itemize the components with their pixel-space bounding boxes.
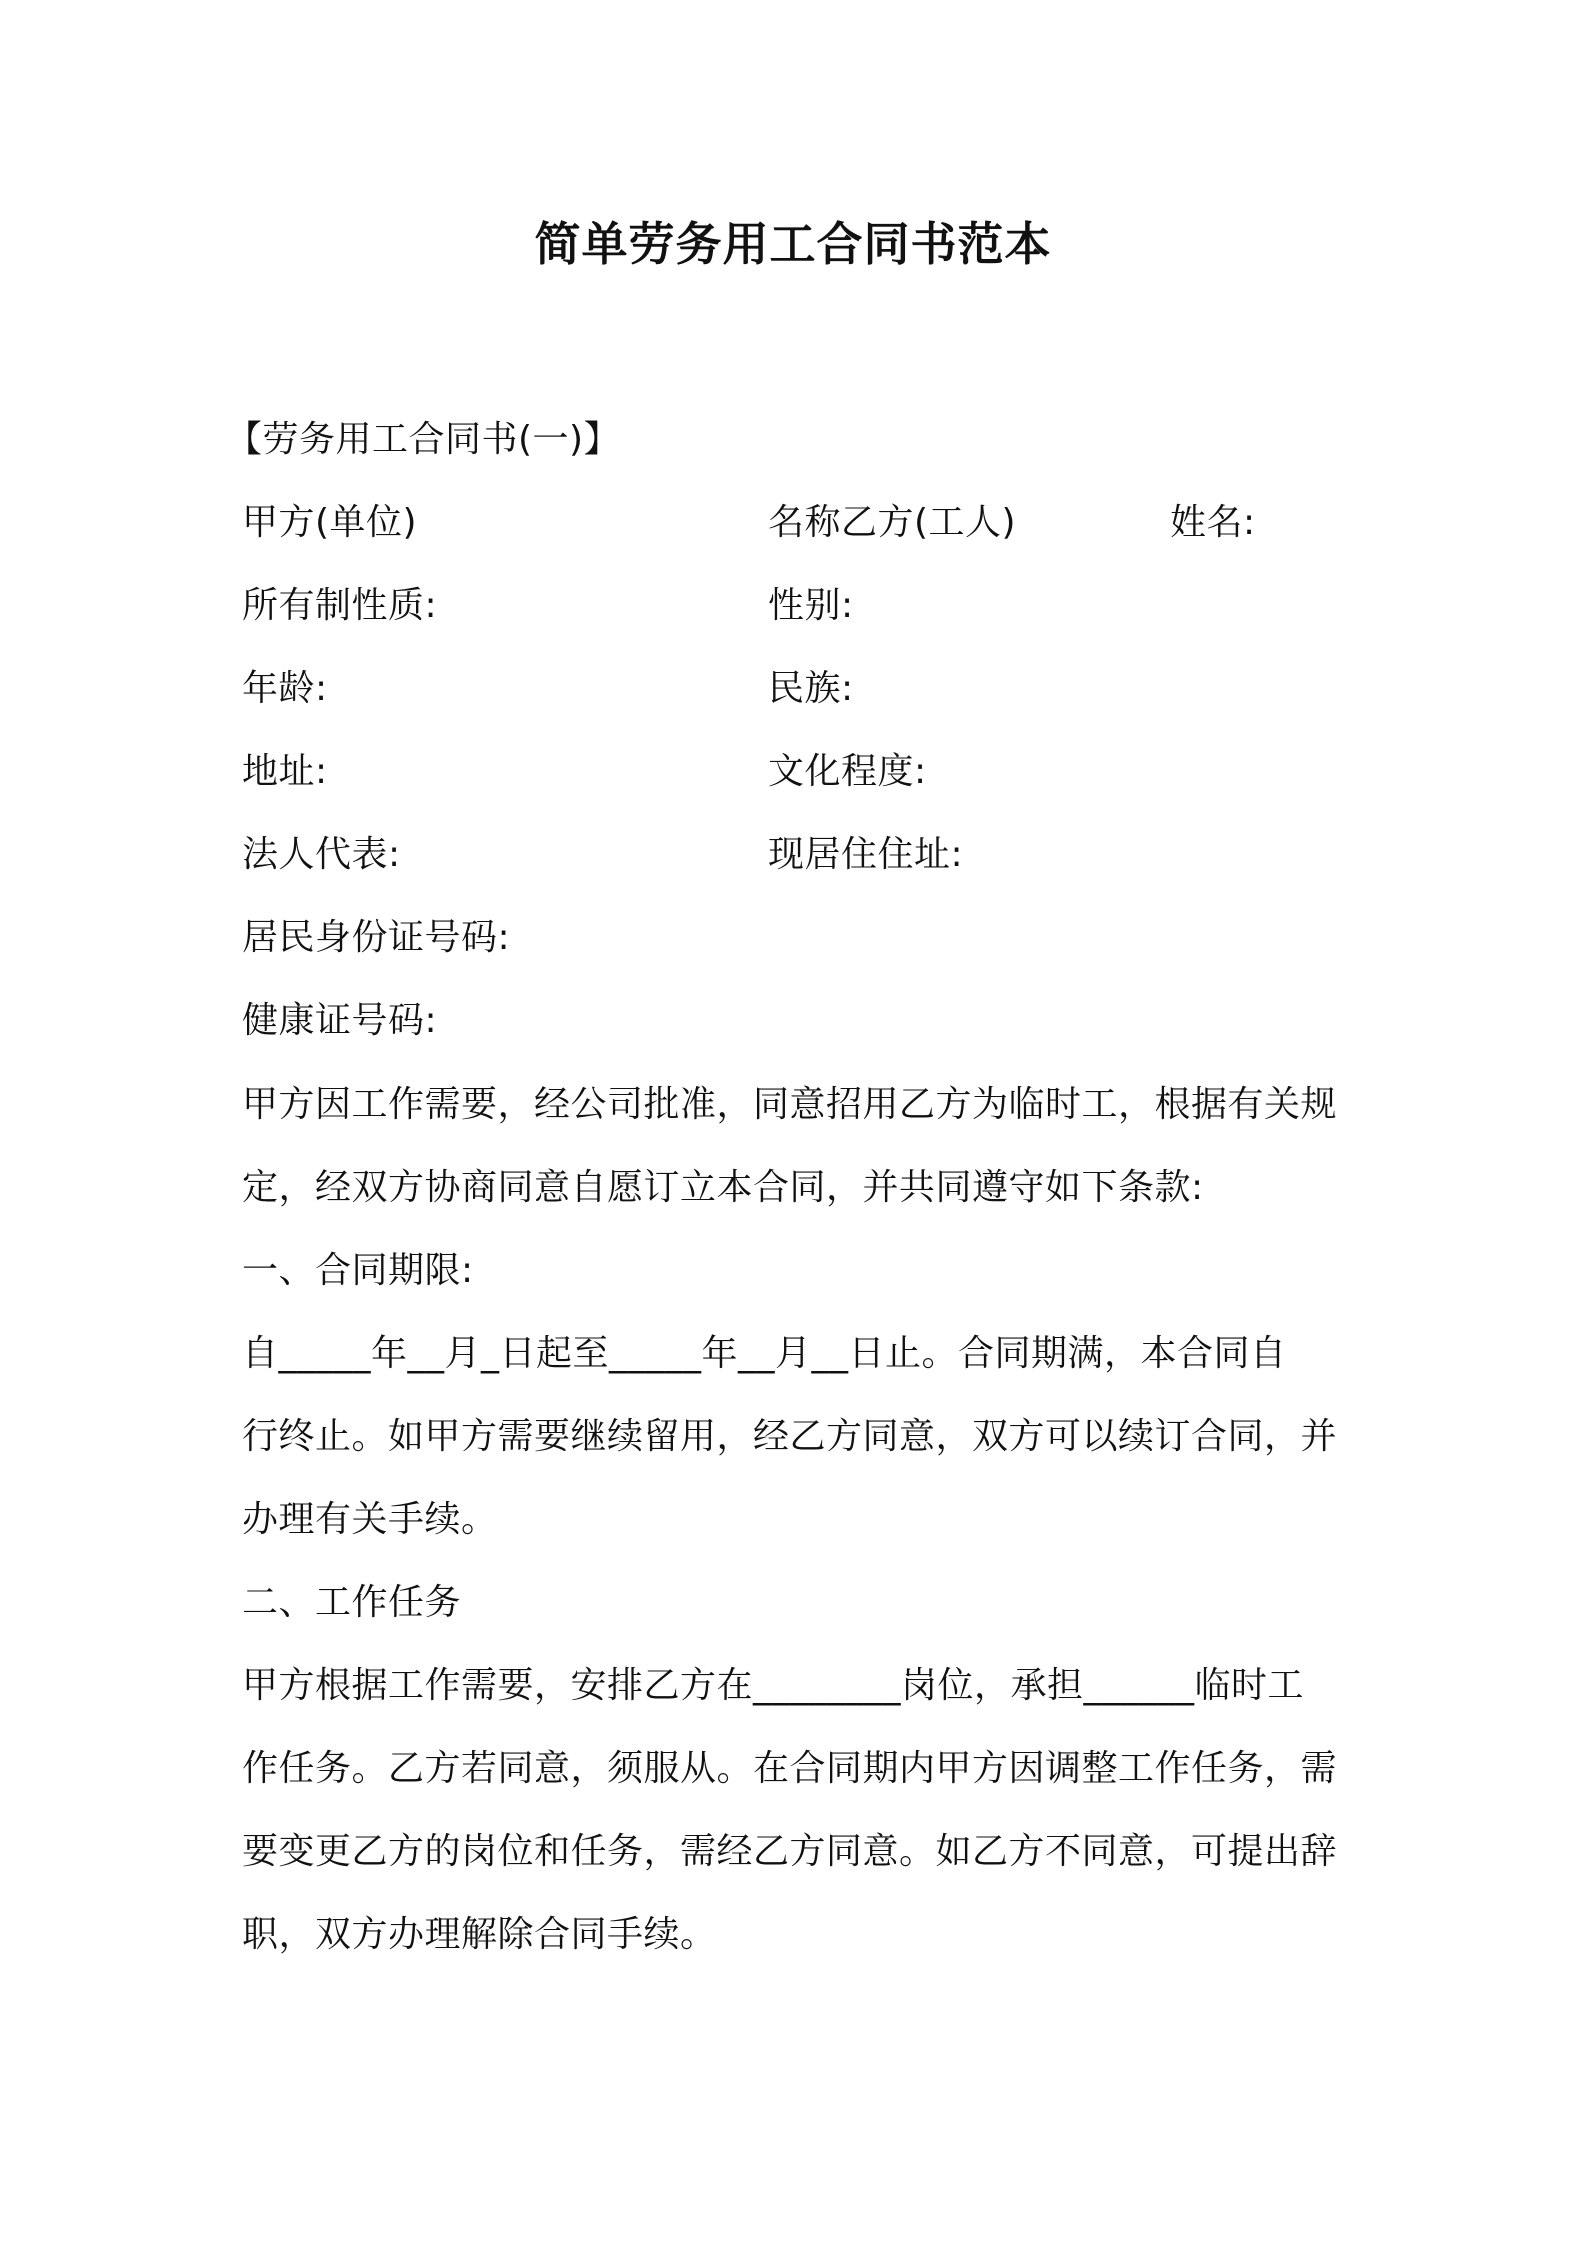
section-text-line: 行终止。如甲方需要继续留用，经乙方同意，双方可以续订合同，并 <box>242 1416 1338 1457</box>
field-legal-rep: 法人代表: <box>242 834 401 875</box>
section-text-line: 办理有关手续。 <box>242 1499 498 1540</box>
field-party-a-unit: 甲方(单位) <box>242 502 418 543</box>
field-health-cert: 健康证号码: <box>242 1000 438 1041</box>
contract-subtitle: 【劳务用工合同书(一)】 <box>226 419 621 460</box>
field-row-party-a <box>242 498 417 548</box>
field-id-number: 居民身份证号码: <box>242 917 511 958</box>
section-text-line: 要变更乙方的岗位和任务，需经乙方同意。如乙方不同意，可提出辞 <box>242 1831 1338 1872</box>
section-text-line: 自_____年__月_日起至_____年__月__日止。合同期满，本合同自 <box>242 1333 1287 1374</box>
section-text-line: 职，双方办理解除合同手续。 <box>242 1914 717 1955</box>
field-address: 地址: <box>242 751 328 792</box>
section-text-line: 甲方根据工作需要，安排乙方在________岗位，承担______临时工 <box>242 1665 1305 1706</box>
section-text-line: 作任务。乙方若同意，须服从。在合同期内甲方因调整工作任务，需 <box>242 1748 1338 1789</box>
field-name: 姓名: <box>1170 502 1256 543</box>
intro-line: 定，经双方协商同意自愿订立本合同，并共同遵守如下条款: <box>242 1167 1204 1208</box>
field-ethnicity: 民族: <box>768 668 854 709</box>
field-gender: 性别: <box>768 585 854 626</box>
field-name-party-b: 名称乙方(工人) <box>768 502 1017 543</box>
document-title: 简单劳务用工合同书范本 <box>534 217 1052 271</box>
field-current-address: 现居住住址: <box>768 834 964 875</box>
section-heading: 一、合同期限: <box>242 1250 474 1291</box>
field-ownership: 所有制性质: <box>242 585 438 626</box>
field-education: 文化程度: <box>768 751 927 792</box>
intro-line: 甲方因工作需要，经公司批准，同意招用乙方为临时工，根据有关规 <box>242 1084 1338 1125</box>
field-age: 年龄: <box>242 668 328 709</box>
section-heading: 二、工作任务 <box>242 1582 462 1623</box>
